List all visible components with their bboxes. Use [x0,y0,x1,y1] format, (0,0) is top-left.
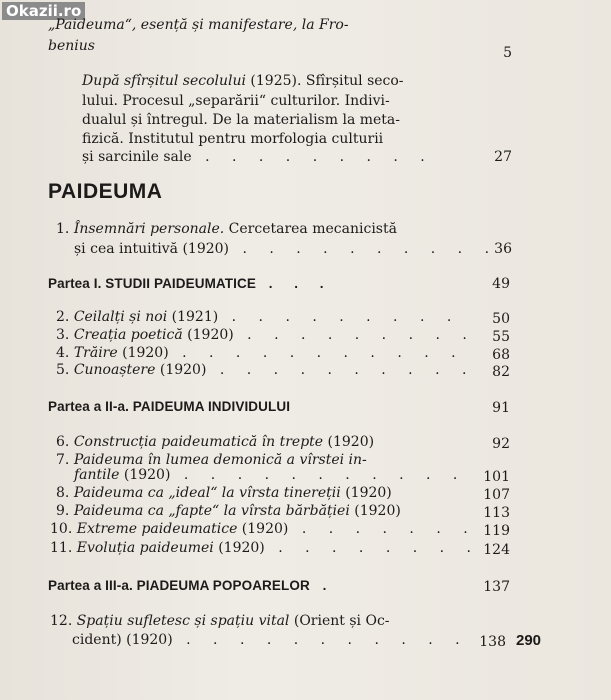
entry-8: 8. Paideuma ca „ideal“ la vîrsta tinereții (1920) [56,485,392,501]
part1-heading: Partea I. STUDII PAIDEUMATICE . . . [48,276,333,291]
entry-sfirsit-line5-text: și sarcinile sale [82,149,192,165]
entry-12-line1: 12. Spațiu sufletesc și spațiu vital (Orient și Oc- [50,613,390,629]
page-number: 55 [492,329,510,345]
section-title: PAIDEUMA [48,180,163,203]
entry-2-title: Ceilalți și noi [73,309,168,325]
page-number: 138 [479,634,506,650]
entry-sfirsit-title: După sfîrșitul secolului [82,73,246,89]
entry-11: 11. Evoluția paideumei (1920) . . . . . . . . [50,540,480,556]
page-number: 101 [483,469,510,485]
part2-page: 91 [492,400,510,416]
entry-1-line1 [56,221,397,237]
page-number: 124 [483,542,510,558]
part1-title: Partea I. STUDII PAIDEUMATICE [48,276,256,291]
part3-page: 137 [483,579,510,595]
entry-1-line2-text: și cea intuitivă (1920) [74,241,230,257]
entry-3-title: Creația poetică [73,327,183,343]
entry-6: 6. Construcția paideumatică în trepte (1920) [56,434,375,450]
part3-heading: Partea a III-a. PIADEUMA POPOARELOR . [48,578,336,593]
entry-9-title: Paideuma ca „fapte“ la vîrsta bărbăției [73,503,350,519]
page-number: 5 [503,45,512,61]
entry-4-title: Trăire [73,345,118,361]
page-number: 27 [494,149,512,165]
entry-11-title: Evoluția paideumei [76,540,214,556]
part3-title: Partea a III-a. PIADEUMA POPOARELOR [48,578,310,593]
entry-1-rest: Cercetarea mecanicistă [224,221,397,237]
entry-frobenius-line2: benius [48,38,95,54]
entry-9: 9. Paideuma ca „fapte“ la vîrsta bărbăției (1920) [56,503,401,519]
entry-sfirsit-line4: fizică. Institutul pentru morfologia culturii [82,131,384,147]
entry-6-title: Construcția paideumatică în trepte [73,434,324,450]
entry-frobenius-line1: „Paideuma“, esență și manifestare, la Fro- [48,17,349,33]
entry-8-title: Paideuma ca „ideal“ la vîrsta tinereții [73,485,341,501]
entry-1-number: 1. [56,221,70,237]
entry-sfirsit-line1 [82,73,404,89]
page-number: 50 [492,311,510,327]
book-page-number: 290 [516,632,542,649]
watermark-logo: Okazii.ro [2,2,85,20]
entry-sfirsit-line3: dualul și întregul. De la materialism la meta- [82,112,401,128]
page-number: 82 [492,364,510,380]
entry-7-line1: 7. Paideuma în lumea demonică a vîrstei in- [56,452,367,468]
page-number: 107 [483,487,510,503]
page-number: 68 [492,347,510,363]
page-number: 36 [494,241,512,257]
part2-heading: Partea a II-a. PAIDEUMA INDIVIDULUI [48,399,291,414]
entry-12-title: Spațiu sufletesc și spațiu vital [76,613,290,629]
part1-page: 49 [492,276,510,292]
entry-10: 10. Extreme paideumatice (1920) . . . . . . . [50,521,477,537]
entry-10-title: Extreme paideumatice [76,521,238,537]
entry-2: 2. Ceilalți și noi (1921) . . . . . . . . . [56,309,461,325]
page-number: 92 [492,436,510,452]
entry-5: 5. Cunoaștere (1920) . . . . . . . . . . [56,362,476,378]
entry-7-line2: fantile (1920) . . . . . . . . . . . [74,467,467,483]
entry-sfirsit-line5: și sarcinile sale . . . . . . . . . [82,149,434,165]
entry-12-line2: cident) (1920) . . . . . . . . . . . [72,632,469,648]
entry-5-title: Cunoaștere [73,362,156,378]
entry-3: 3. Creația poetică (1920) . . . . . . . . . [56,327,476,343]
entry-1-line2: și cea intuitivă (1920) . . . . . . . . . . [74,241,499,257]
entry-4: 4. Trăire (1920) . . . . . . . . . . . [56,345,465,361]
entry-1-title: Însemnări personale. [73,221,225,237]
entry-7-title: Paideuma în lumea demonică a vîrstei in- [73,452,367,468]
page-number: 113 [483,505,510,521]
entry-sfirsit-line2: lului. Procesul „separării“ culturilor. Indivi- [82,93,390,109]
page-number: 119 [483,523,510,539]
entry-sfirsit-rest: (1925). Sfîrșitul seco- [245,73,404,89]
